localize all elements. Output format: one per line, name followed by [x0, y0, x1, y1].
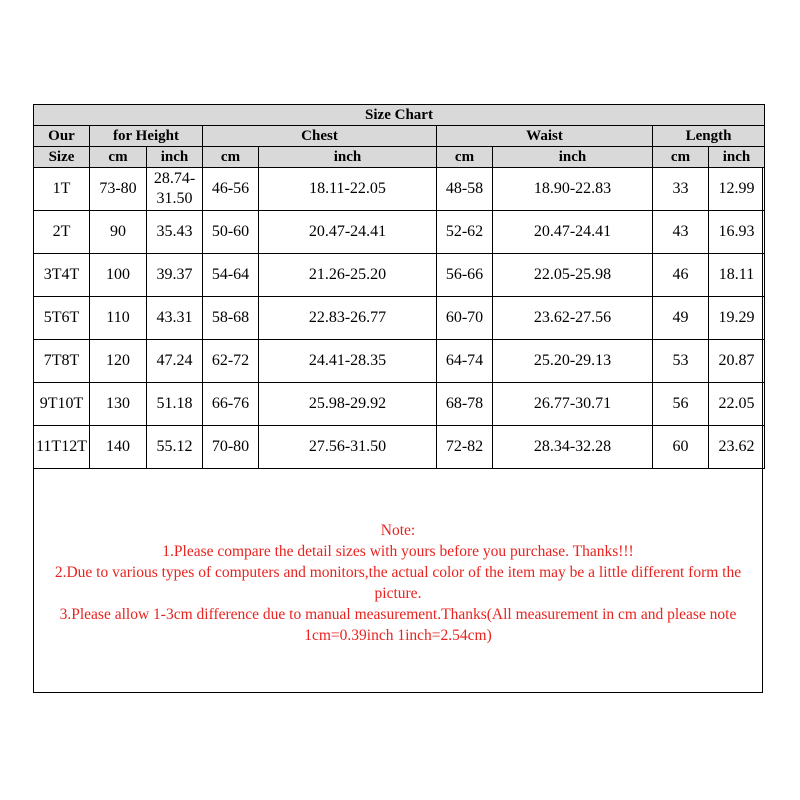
header-length-inch: inch [709, 147, 765, 168]
table-row [34, 383, 765, 426]
length-cm-cell: 46 [653, 254, 709, 297]
length-inch-cell: 19.29 [709, 297, 765, 340]
size-cell: 1T [34, 168, 90, 211]
waist-inch-cell: 23.62-27.56 [493, 297, 653, 340]
chest-inch-cell: 27.56-31.50 [259, 426, 437, 469]
height-inch-cell: 51.18 [147, 383, 203, 426]
chest-cm-cell: 70-80 [203, 426, 259, 469]
waist-cm-cell: 60-70 [437, 297, 493, 340]
length-inch-cell: 23.62 [709, 426, 765, 469]
height-cm-cell: 100 [90, 254, 147, 297]
waist-inch-cell: 25.20-29.13 [493, 340, 653, 383]
size-cell: 11T12T [34, 426, 90, 469]
chest-cm-cell: 50-60 [203, 211, 259, 254]
header-length: Length [653, 126, 765, 147]
waist-cm-cell: 68-78 [437, 383, 493, 426]
chest-cm-cell: 46-56 [203, 168, 259, 211]
chest-inch-cell: 24.41-28.35 [259, 340, 437, 383]
height-inch-cell: 28.74-31.50 [147, 168, 203, 211]
waist-cm-cell: 72-82 [437, 426, 493, 469]
chest-inch-cell: 21.26-25.20 [259, 254, 437, 297]
table-row [34, 168, 765, 211]
height-cm-cell: 110 [90, 297, 147, 340]
header-height-cm: cm [90, 147, 147, 168]
length-cm-cell: 43 [653, 211, 709, 254]
header-waist-cm: cm [437, 147, 493, 168]
chest-inch-cell: 18.11-22.05 [259, 168, 437, 211]
length-inch-cell: 20.87 [709, 340, 765, 383]
length-cm-cell: 53 [653, 340, 709, 383]
header-for-height: for Height [90, 126, 203, 147]
table-row [34, 211, 765, 254]
size-chart-table [33, 104, 765, 469]
header-waist: Waist [437, 126, 653, 147]
header-size: Size [34, 147, 90, 168]
waist-cm-cell: 64-74 [437, 340, 493, 383]
length-cm-cell: 33 [653, 168, 709, 211]
header-our: Our [34, 126, 90, 147]
height-cm-cell: 90 [90, 211, 147, 254]
length-inch-cell: 12.99 [709, 168, 765, 211]
table-title: Size Chart [34, 105, 765, 126]
header-length-cm: cm [653, 147, 709, 168]
size-cell: 7T8T [34, 340, 90, 383]
size-cell: 5T6T [34, 297, 90, 340]
height-inch-cell: 39.37 [147, 254, 203, 297]
table-row [34, 340, 765, 383]
length-cm-cell: 60 [653, 426, 709, 469]
header-chest-cm: cm [203, 147, 259, 168]
chest-cm-cell: 58-68 [203, 297, 259, 340]
chest-cm-cell: 54-64 [203, 254, 259, 297]
height-inch-cell: 55.12 [147, 426, 203, 469]
chest-inch-cell: 22.83-26.77 [259, 297, 437, 340]
chest-inch-cell: 20.47-24.41 [259, 211, 437, 254]
table-row [34, 254, 765, 297]
height-inch-cell: 35.43 [147, 211, 203, 254]
note-line-1: 1.Please compare the detail sizes with yours before you purchase. Thanks!!! [162, 543, 634, 560]
header-waist-inch: inch [493, 147, 653, 168]
header-chest-inch: inch [259, 147, 437, 168]
note-line-3: 3.Please allow 1-3cm difference due to manual measurement.Thanks(All measurement in cm and please note 1cm=0.39inch 1inch=2.54cm) [59, 606, 737, 644]
chest-cm-cell: 62-72 [203, 340, 259, 383]
notes-heading: Note: [380, 522, 416, 539]
height-cm-cell: 130 [90, 383, 147, 426]
length-inch-cell: 18.11 [709, 254, 765, 297]
height-cm-cell: 120 [90, 340, 147, 383]
chest-cm-cell: 66-76 [203, 383, 259, 426]
header-height-inch: inch [147, 147, 203, 168]
table-row [34, 297, 765, 340]
length-inch-cell: 16.93 [709, 211, 765, 254]
waist-cm-cell: 48-58 [437, 168, 493, 211]
waist-inch-cell: 28.34-32.28 [493, 426, 653, 469]
waist-inch-cell: 18.90-22.83 [493, 168, 653, 211]
length-cm-cell: 49 [653, 297, 709, 340]
waist-inch-cell: 22.05-25.98 [493, 254, 653, 297]
length-cm-cell: 56 [653, 383, 709, 426]
length-inch-cell: 22.05 [709, 383, 765, 426]
size-cell: 3T4T [34, 254, 90, 297]
height-cm-cell: 73-80 [90, 168, 147, 211]
header-chest: Chest [203, 126, 437, 147]
size-chart-sheet [33, 104, 763, 693]
waist-cm-cell: 56-66 [437, 254, 493, 297]
height-inch-cell: 43.31 [147, 297, 203, 340]
table-row [34, 426, 765, 469]
notes-block [34, 520, 762, 646]
size-cell: 9T10T [34, 383, 90, 426]
note-line-2: 2.Due to various types of computers and monitors,the actual color of the item may be a little different form the picture. [54, 564, 742, 602]
height-cm-cell: 140 [90, 426, 147, 469]
waist-inch-cell: 26.77-30.71 [493, 383, 653, 426]
height-inch-cell: 47.24 [147, 340, 203, 383]
waist-cm-cell: 52-62 [437, 211, 493, 254]
size-cell: 2T [34, 211, 90, 254]
waist-inch-cell: 20.47-24.41 [493, 211, 653, 254]
chest-inch-cell: 25.98-29.92 [259, 383, 437, 426]
